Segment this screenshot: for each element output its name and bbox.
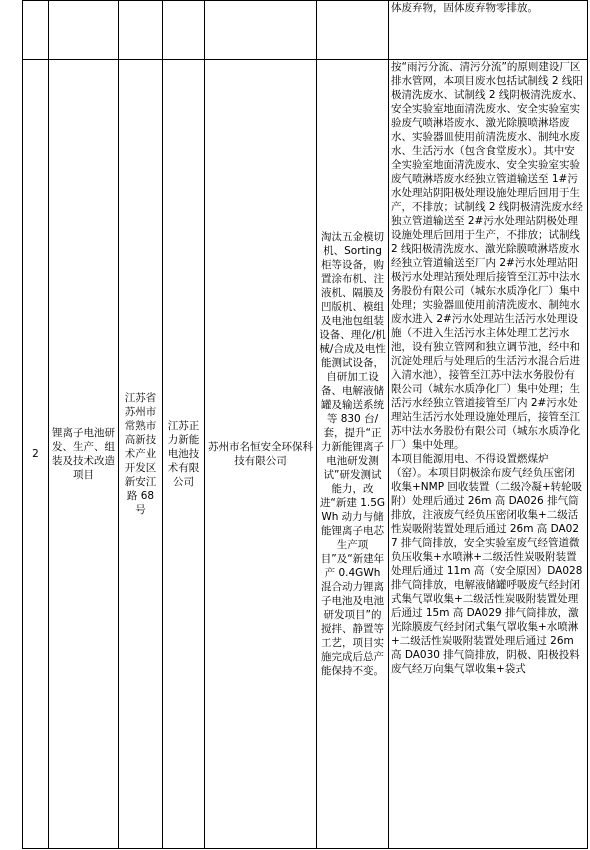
document-table: [22, 0, 588, 849]
table-cell: [317, 1, 389, 60]
row-number: 2: [23, 60, 49, 849]
pollution-measure-cell: 体废弃物，固体废弃物零排放。: [389, 1, 588, 60]
wastewater-paragraph: 按“雨污分流、清污分流”的原则建设厂区排水管网，本项目废水包括试制线 2 线阳极清洗废水、试制线 2 线阴极清洗废水、安全实验室地面清洗废水、安全实验室实验废气喷淋塔废水、激光除膜喷淋塔废水、实验器皿使用前清洗废水、制纯水废水、生活污水（包含食堂废水）。其中安全实验室地面清洗废水、安全实验室实验废气喷淋塔废水经独立管道输送至 1#污水处理站阴阳极处理设施处理后回用于生产，不排放；试制线 2 线阴极清洗废水经独立管道输送至 2#污水处理站阴极处理设施处理后回用于生产，不排放；试制线 2 线阳极清洗废水、激光除膜喷淋塔废水经独立管道输送至厂内 2#污水处理站阳极污水处理站预处理后接管至江苏中法水务股份有限公司（城东水质净化厂）集中处理；实验器皿使用前清洗废水、制纯水废水进入 2#污水处理站生活污水处理设施（不进入生活污水主体处理工艺污水池，设有独立管网和独立调节池，经中和沉淀处理后与处理后的生活污水混合后进入清水池），接管至江苏中法水务股份有限公司（城东水质净化厂）集中处理；生活污水经独立管道接管至厂内 2#污水处理站生活污水处理设施处理后，接管至江苏中法水务股份有限公司（城东水质净化厂）集中处理。: [391, 61, 583, 451]
pollution-measure-cell: [389, 60, 588, 849]
table-cell: [49, 1, 119, 60]
address-cell: 江苏省苏州市常熟市高新技术产业开发区新安江路 68 号: [119, 60, 163, 849]
table-row: [23, 60, 588, 849]
exhaust-gas-paragraph: 本项目能源用电、不得设置燃煤炉（窑）。本项目阴极涂布废气经负压密闭收集+NMP 回收装置（二级冷凝+转轮吸附）处理后通过 26m 高 DA026 排气筒排放，注液废气经负压密闭收集+二级活性炭吸附装置处理后通过 26m 高 DA027 排气筒排放，安全实验室废气经管道微负压收集+水喷淋+二级活性炭吸附装置处理后通过 11m 高（安全原因）DA028 排气筒排放，电解液储罐呼吸废气经封闭式集气罩收集+二级活性炭吸附装置处理后通过 15m 高 DA029 排气筒排放，激光除膜废气经封闭式集气罩收集+水喷淋+二级活性炭吸附装置处理后通过 26m 高 DA030 排气筒排放，阴极、阳极投料废气经万向集气罩收集+袋式: [391, 453, 583, 675]
change-content-cell: 淘汰五金模切机、Sorting 柜等设备，购置涂布机、注液机、隔膜及凹版机、模组及电池包组装设备、理化/机械/合成及电性能测试设备，自研加工设备、电解液储罐及输送系统等 830 台/套，提升“正力新能锂离子电池研发测试”研发测试能力，改进“新建 1.5GWh 动力与储能锂离子电芯生产项目”及“新建年产 0.4GWh 混合动力锂离子电池及电池研发项目”的搅拌、静置等工艺，项目实施完成后总产能保持不变。: [317, 60, 389, 849]
table-cell: [205, 1, 317, 60]
table-cell: [23, 1, 49, 60]
table-cell: [163, 1, 205, 60]
eia-unit-cell: 苏州市名恒安全环保科技有限公司: [205, 60, 317, 849]
project-name-cell: 锂离子电池研发、生产、组装及技术改造项目: [49, 60, 119, 849]
table-row: [23, 1, 588, 60]
company-cell: 江苏正力新能电池技术有限公司: [163, 60, 205, 849]
table-cell: [119, 1, 163, 60]
